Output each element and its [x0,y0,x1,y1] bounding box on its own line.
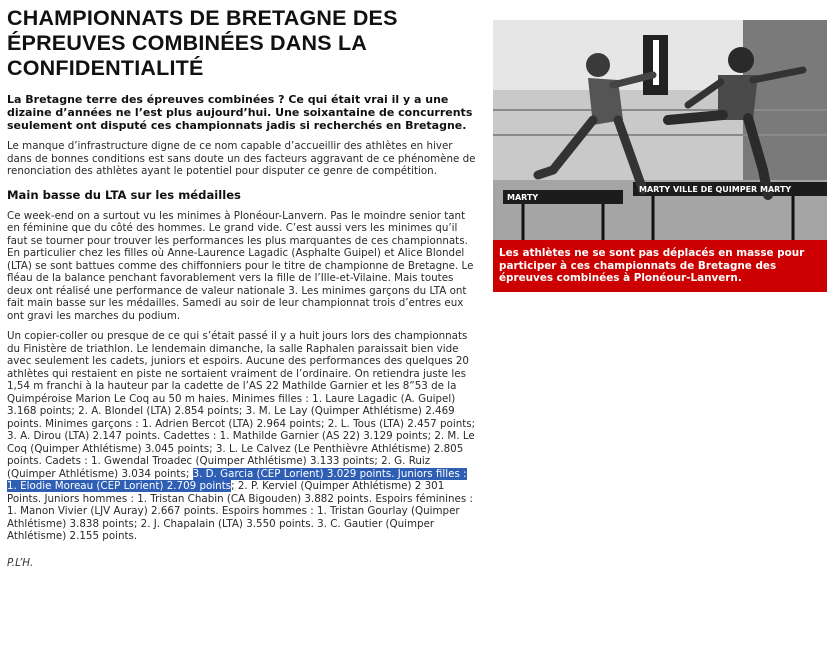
hurdles-photo-illustration [493,20,827,240]
article [7,6,479,569]
article-paragraph-2: Ce week-end on a surtout vu les minimes à Plonéour-Lanvern. Pas le moindre senior tant en féminine que du côté des hommes. Le grand vide. C’est aussi vers les minimes qu’il faut se tourner pour trouver les performances les plus marquantes de ces championnats. En particulier chez les filles où Anne-Laurence Lagadic (Asphalte Guipel) et Alice Blondel (LTA) se sont battues comme des chiffonniers pour le titre de championne de Bretagne. Le fléau de la balance penchant favorablement vers la fille de l’Ille-et-Vilaine. Mais toutes deux ont réalisé une performance de valeur nationale 3. Les minimes garçons du LTA ont fait main basse sur les médailles. Samedi au soir de leur championnat trois d’entres eux ont gravi les marches du podium. [7,209,474,322]
hurdles-photo [493,20,827,240]
article-subheading: Main basse du LTA sur les médailles [7,187,241,202]
article-signature: P.L’H. [7,556,34,569]
article-paragraph-3 [7,330,479,543]
paragraph-3-text: Un copier-coller ou presque de ce qui s’était passé il y a huit jours lors des championnats du Finistère de triathlon. Le lendemain dimanche, la salle Raphalen paraissait bien vide avec seulement les cadets, juniors et espoirs. Aucune des performances des quelques 20 athlètes qui restaient en piste ne sortaient vraiment de l’ordinaire. On retiendra juste les 1,54 m franchi à la hauteur par la cadette de l’AS 22 Mathilde Garnier et les 8”53 de la Quimpéroise Marion Le Coq au 50 m haies. Minimes filles : 1. Laure Lagadic (A. Guipel) 3.168 points; 2. A. Blondel (LTA) 2.854 points; 3. M. Le Lay (Quimper Athlétisme) 2.469 points. Minimes garçons : 1. Adrien Bercot (LTA) 2.964 points; 2. L. Tous (LTA) 2.457 points; 3. A. Dirou (LTA) 2.147 points. Cadettes : 1. Mathilde Garnier (AS 22) 3.129 points; 2. M. Le Coq (Quimper Athlétisme) 3.045 points; 3. L. Le Calvez (Le Penthièvre Athlétisme) 2.805 points. Cadets : 1. Gwendal Troadec (Quimper Athlétisme) 3.133 points; 2. G. Ruiz (Quimper Athlétisme) 3.034 points; [7,330,476,480]
paragraph-3-text-end: ; 2. P. Kerviel (Quimper Athlétisme) 2 301 Points. Juniors hommes : 1. Tristan Chabin (CA Bigouden) 3.882 points. Espoirs féminines : 1. Manon Vivier (LJV Auray) 2.667 points. Espoirs hommes : 1. Tristan Gourlay (Quimper Athlétisme) 3.838 points; 2. J. Chapalain (LTA) 3.550 points. 3. C. Gautier (Quimper Athlétisme) 2.155 points. [7,480,473,542]
article-title: CHAMPIONNATS DE BRETAGNE DES ÉPREUVES COMBINÉES DANS LA CONFIDENTIALITÉ [7,6,398,80]
article-figure [493,20,827,292]
article-lead: La Bretagne terre des épreuves combinées ? Ce qui était vrai il y a une dizaine d’années ne l’est plus aujourd’hui. Une soixantaine de concurrents seulement ont disputé ces championnats jadis si recherchés en Bretagne. [7,93,473,132]
article-paragraph-1: Le manque d’infrastructure digne de ce nom capable d’accueillir des athlètes en hiver dans de bonnes conditions est sans doute un des facteurs aggravant de ce phénomène de renonciation des athlètes ayant le potentiel pour disputer ce genre de compétition. [7,140,476,177]
banner-left-text: MARTY [507,193,539,202]
selected-text[interactable]: 3. D. Garcia (CEP Lorient) 3.029 points. Juniors filles : 1. Elodie Moreau (CEP Lorient) 2.709 points [7,467,467,492]
banner-right-text: MARTY VILLE DE QUIMPER MARTY [639,185,792,194]
photo-caption: Les athlètes ne se sont pas déplacés en masse pour participer à ces championnats de Bretagne des épreuves combinées à Plonéour-Lanvern. [493,240,827,292]
